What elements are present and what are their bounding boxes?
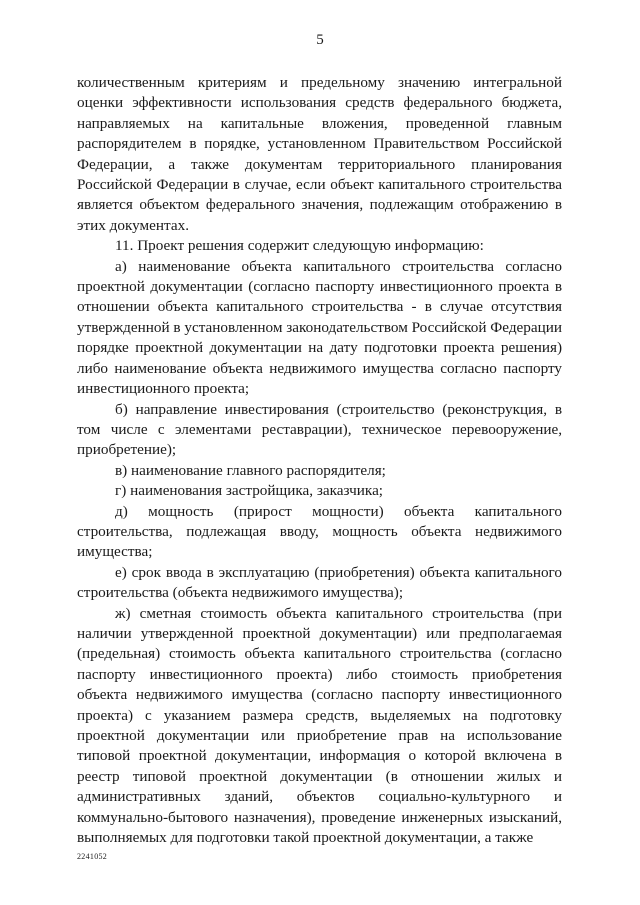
page-number: 5 bbox=[316, 32, 324, 48]
paragraph-clause-11: 11. Проект решения содержит следующую информацию: bbox=[115, 237, 484, 255]
paragraph-item-v: в) наименование главного распорядителя; bbox=[115, 461, 386, 479]
paragraph-item-g: г) наименования застройщика, заказчика; bbox=[115, 482, 384, 500]
document-body bbox=[77, 73, 562, 848]
paragraph-item-e: е) срок ввода в эксплуатацию (приобретения) объекта капитального строительства (объекта недвижимого имущества); bbox=[77, 563, 562, 602]
paragraph-item-d: д) мощность (прирост мощности) объекта капитального строительства, подлежащая вводу, мощность объекта недвижимого имущества; bbox=[77, 502, 562, 561]
paragraph-continuation: количественным критериям и предельному значению интегральной оценки эффективности использования средств федерального бюджета, направляемых на капитальные вложения, проведенной главным распорядителем в порядке, установленном Правительством Российской Федерации, а также документам территориального планирования Российской Федерации в случае, если объект капитального строительства является объектом федерального значения, подлежащим отображению в этих документах. bbox=[77, 74, 562, 234]
paragraph-item-zh: ж) сметная стоимость объекта капитального строительства (при наличии утвержденной проектной документации) или предполагаемая (предельная) стоимость объекта капитального строительства (согласно паспорту инвестиционного проекта) либо стоимость приобретения объекта недвижимого имущества (согласно паспорту инвестиционного проекта) с указанием размера средств, выделяемых на подготовку проектной документации или приобретение прав на использование типовой проектной документации, информация о которой включена в реестр типовой проектной документации (в отношении жилых и административных зданий, объектов социально-культурного и коммунально-бытового назначения), проведение инженерных изысканий, выполняемых для подготовки такой проектной документации, а также bbox=[77, 604, 562, 847]
paragraph-item-b: б) направление инвестирования (строительство (реконструкция, в том числе с элементами реставрации), техническое перевооружение, приобретение); bbox=[77, 400, 562, 459]
paragraph-item-a: а) наименование объекта капитального строительства согласно проектной документации (согласно паспорту инвестиционного проекта в отношении объекта капитального строительства - в случае отсутствия утвержденной в установленном законодательством Российской Федерации порядке проектной документации на дату подготовки проекта решения) либо наименование объекта недвижимого имущества согласно паспорту инвестиционного проекта; bbox=[77, 257, 562, 398]
document-code: 2241052 bbox=[77, 852, 108, 861]
